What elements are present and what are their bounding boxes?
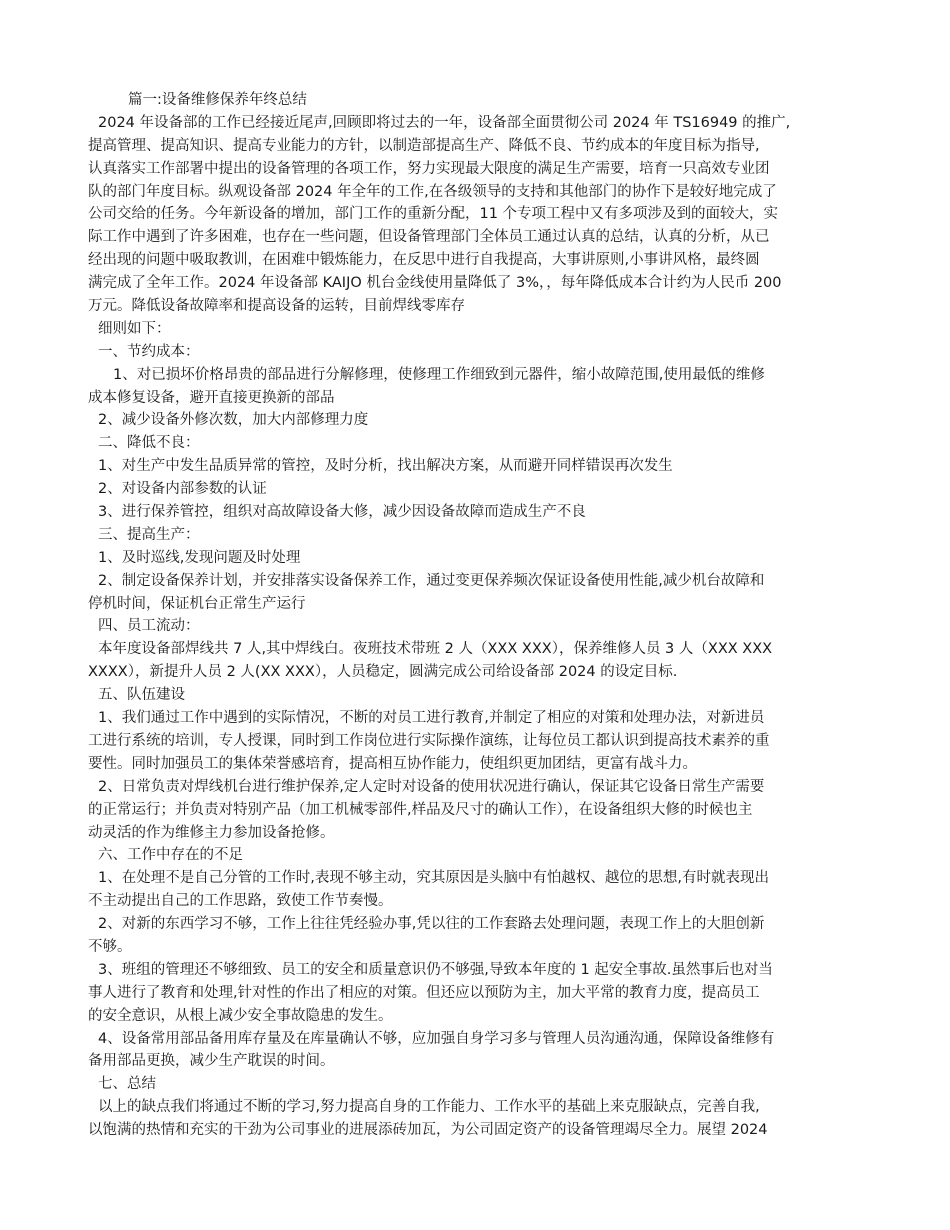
text-line: 2、日常负责对焊线机台进行维护保养,定人定时对设备的使用状况进行确认，保证其它设备日常生产需要 — [98, 778, 765, 795]
text-line: 万元。降低设备故障率和提高设备的运转，目前焊线零库存 — [88, 298, 465, 315]
text-line: 以上的缺点我们将通过不断的学习,努力提高自身的工作能力、工作水平的基础上来克服缺点，完善自我, — [98, 1099, 760, 1116]
text-line: 事人进行了教育和处理,针对性的作出了相应的对策。但还应以预防为主，加大平常的教育力度，提高员工 — [88, 984, 760, 1001]
text-line: 六、工作中存在的不足 — [98, 847, 243, 864]
text-line: 2、对设备内部参数的认证 — [98, 481, 267, 498]
text-line: 2、制定设备保养计划，并安排落实设备保养工作，通过变更保养频次保证设备使用性能,减少机台故障和 — [98, 572, 765, 589]
text-line: 动灵活的作为维修主力参加设备抢修。 — [88, 824, 335, 841]
text-line: 细则如下： — [98, 320, 171, 337]
text-line: 1、对已损坏价格昂贵的部品进行分解修理，使修理工作细致到元器件，缩小故障范围,使用最低的维修 — [113, 366, 765, 383]
text-line: 4、设备常用部品备用库存量及在库量确认不够，应加强自身学习多与管理人员沟通沟通，保障设备维修有 — [98, 1030, 775, 1047]
text-line: 要性。同时加强员工的集体荣誉感培育，提高相互协作能力，使组织更加团结，更富有战斗力。 — [88, 755, 697, 772]
text-line: 1、及时巡线,发现问题及时处理 — [98, 549, 301, 566]
text-line: 1、我们通过工作中遇到的实际情况，不断的对员工进行教育,并制定了相应的对策和处理办法，对新进员 — [98, 710, 765, 727]
text-line: 3、班组的管理还不够细致、员工的安全和质量意识仍不够强,导致本年度的 1 起安全事故.虽然事后也对当 — [98, 961, 773, 978]
text-line: 公司交给的任务。今年新设备的增加，部门工作的重新分配，11 个专项工程中又有多项涉及到的面较大，实 — [88, 206, 779, 223]
text-line: 四、员工流动： — [98, 618, 200, 635]
text-line: 成本修复设备，避开直接更换新的部品 — [88, 389, 335, 406]
document-title: 篇一:设备维修保养年终总结 — [128, 92, 307, 108]
text-line: 不主动提出自己的工作思路，致使工作节奏慢。 — [88, 893, 393, 910]
text-line: 的正常运行；并负责对特别产品（加工机械零部件,样品及尺寸的确认工作），在设备组织大修的时候也主 — [88, 801, 753, 818]
text-line: 本年度设备部焊线共 7 人,其中焊线白。夜班技术带班 2 人（XXX XXX），保养维修人员 3 人（XXX XXX — [98, 641, 773, 658]
text-line: 2024 年设备部的工作已经接近尾声,回顾即将过去的一年，设备部全面贯彻公司 2024 年 TS16949 的推广, — [98, 114, 791, 131]
text-line: 3、进行保养管控，组织对高故障设备大修，减少因设备故障而造成生产不良 — [98, 504, 586, 521]
text-line: 队的部门年度目标。纵观设备部 2024 年全年的工作,在各级领导的支持和其他部门的协作下是较好地完成了 — [88, 183, 777, 200]
text-line: 备用部品更换，减少生产耽误的时间。 — [88, 1053, 335, 1070]
text-line: 二、降低不良： — [98, 435, 200, 452]
text-line: 满完成了全年工作。2024 年设备部 KAIJO 机台金线使用量降低了 3%，，每年降低成本合计约为人民币 200 — [88, 275, 782, 292]
text-line: 1、对生产中发生品质异常的管控，及时分析，找出解决方案，从而避开同样错误再次发生 — [98, 458, 673, 475]
text-line: XXXX），新提升人员 2 人(XX XXX），人员稳定，圆满完成公司给设备部 2024 的设定目标. — [88, 664, 678, 681]
text-line: 的安全意识，从根上减少安全事故隐患的发生。 — [88, 1007, 393, 1024]
text-line: 际工作中遇到了许多困难，也存在一些问题，但设备管理部门全体员工通过认真的总结，认真的分析，从已 — [88, 229, 770, 246]
text-line: 2、减少设备外修次数，加大内部修理力度 — [98, 412, 369, 429]
text-line: 五、队伍建设 — [98, 687, 185, 704]
text-line: 提高管理、提高知识、提高专业能力的方针，以制造部提高生产、降低不良、节约成本的年度目标为指导, — [88, 137, 760, 154]
text-line: 一、节约成本： — [98, 343, 200, 360]
text-line: 以饱满的热情和充实的干劲为公司事业的进展添砖加瓦，为公司固定资产的设备管理竭尽全力。展望 2024 — [88, 1122, 768, 1139]
text-line: 停机时间，保证机台正常生产运行 — [88, 595, 306, 612]
text-line: 经出现的问题中吸取教训，在困难中锻炼能力，在反思中进行自我提高，大事讲原则,小事讲风格，最终圆 — [88, 252, 760, 269]
text-line: 七、总结 — [98, 1076, 156, 1093]
text-line: 不够。 — [88, 938, 132, 955]
text-line: 1、在处理不是自己分管的工作时,表现不够主动，究其原因是头脑中有怕越权、越位的思想,有时就表现出 — [98, 870, 769, 887]
text-line: 三、提高生产： — [98, 526, 200, 543]
document-body — [88, 89, 866, 1142]
text-line: 2、对新的东西学习不够，工作上往往凭经验办事,凭以往的工作套路去处理问题，表现工作上的大胆创新 — [98, 916, 765, 933]
text-line: 工进行系统的培训，专人授课，同时到工作岗位进行实际操作演练，让每位员工都认识到提高技术素养的重 — [88, 732, 770, 749]
text-line: 认真落实工作部署中提出的设备管理的各项工作，努力实现最大限度的满足生产需要，培育一只高效专业团 — [88, 160, 770, 177]
